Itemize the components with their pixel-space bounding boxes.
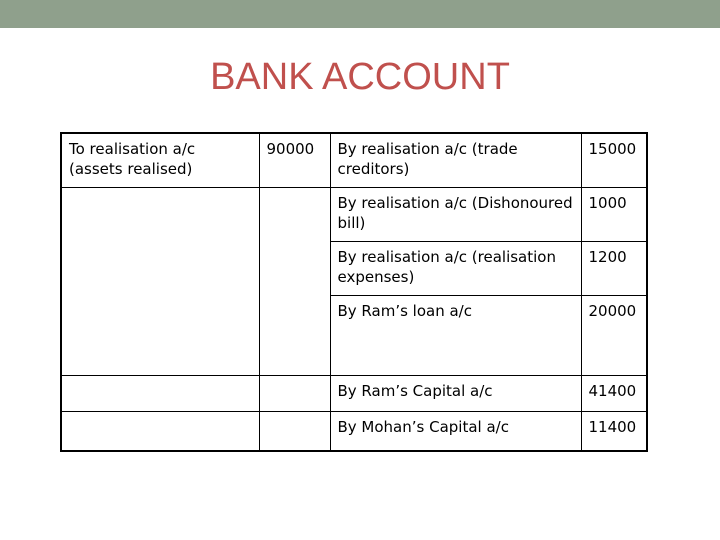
table-row: [61, 411, 647, 451]
debit-amount-empty-cell: [259, 411, 330, 451]
credit-particular-cell: By realisation a/c (Dishonoured bill): [330, 187, 581, 241]
page-title: BANK ACCOUNT: [210, 56, 510, 98]
credit-particular-cell: By Ram’s Capital a/c: [330, 375, 581, 411]
debit-particular-empty-cell: [61, 375, 259, 411]
credit-particular-cell: By realisation a/c (trade creditors): [330, 133, 581, 187]
table-row: [61, 375, 647, 411]
table-row: [61, 133, 647, 187]
credit-amount-cell: 41400: [581, 375, 647, 411]
credit-amount-cell: 20000: [581, 295, 647, 375]
debit-particular-empty-cell: [61, 187, 259, 375]
credit-particular-cell: By Ram’s loan a/c: [330, 295, 581, 375]
debit-particular-cell: To realisation a/c (assets realised): [61, 133, 259, 187]
credit-amount-cell: 1200: [581, 241, 647, 295]
top-decorative-bar: [0, 0, 720, 28]
debit-amount-empty-cell: [259, 187, 330, 375]
bank-account-table: [60, 132, 648, 452]
debit-amount-cell: 90000: [259, 133, 330, 187]
debit-amount-empty-cell: [259, 375, 330, 411]
credit-particular-cell: By realisation a/c (realisation expenses): [330, 241, 581, 295]
credit-amount-cell: 15000: [581, 133, 647, 187]
debit-particular-empty-cell: [61, 411, 259, 451]
credit-particular-cell: By Mohan’s Capital a/c: [330, 411, 581, 451]
credit-amount-cell: 11400: [581, 411, 647, 451]
credit-amount-cell: 1000: [581, 187, 647, 241]
table-row: [61, 187, 647, 241]
